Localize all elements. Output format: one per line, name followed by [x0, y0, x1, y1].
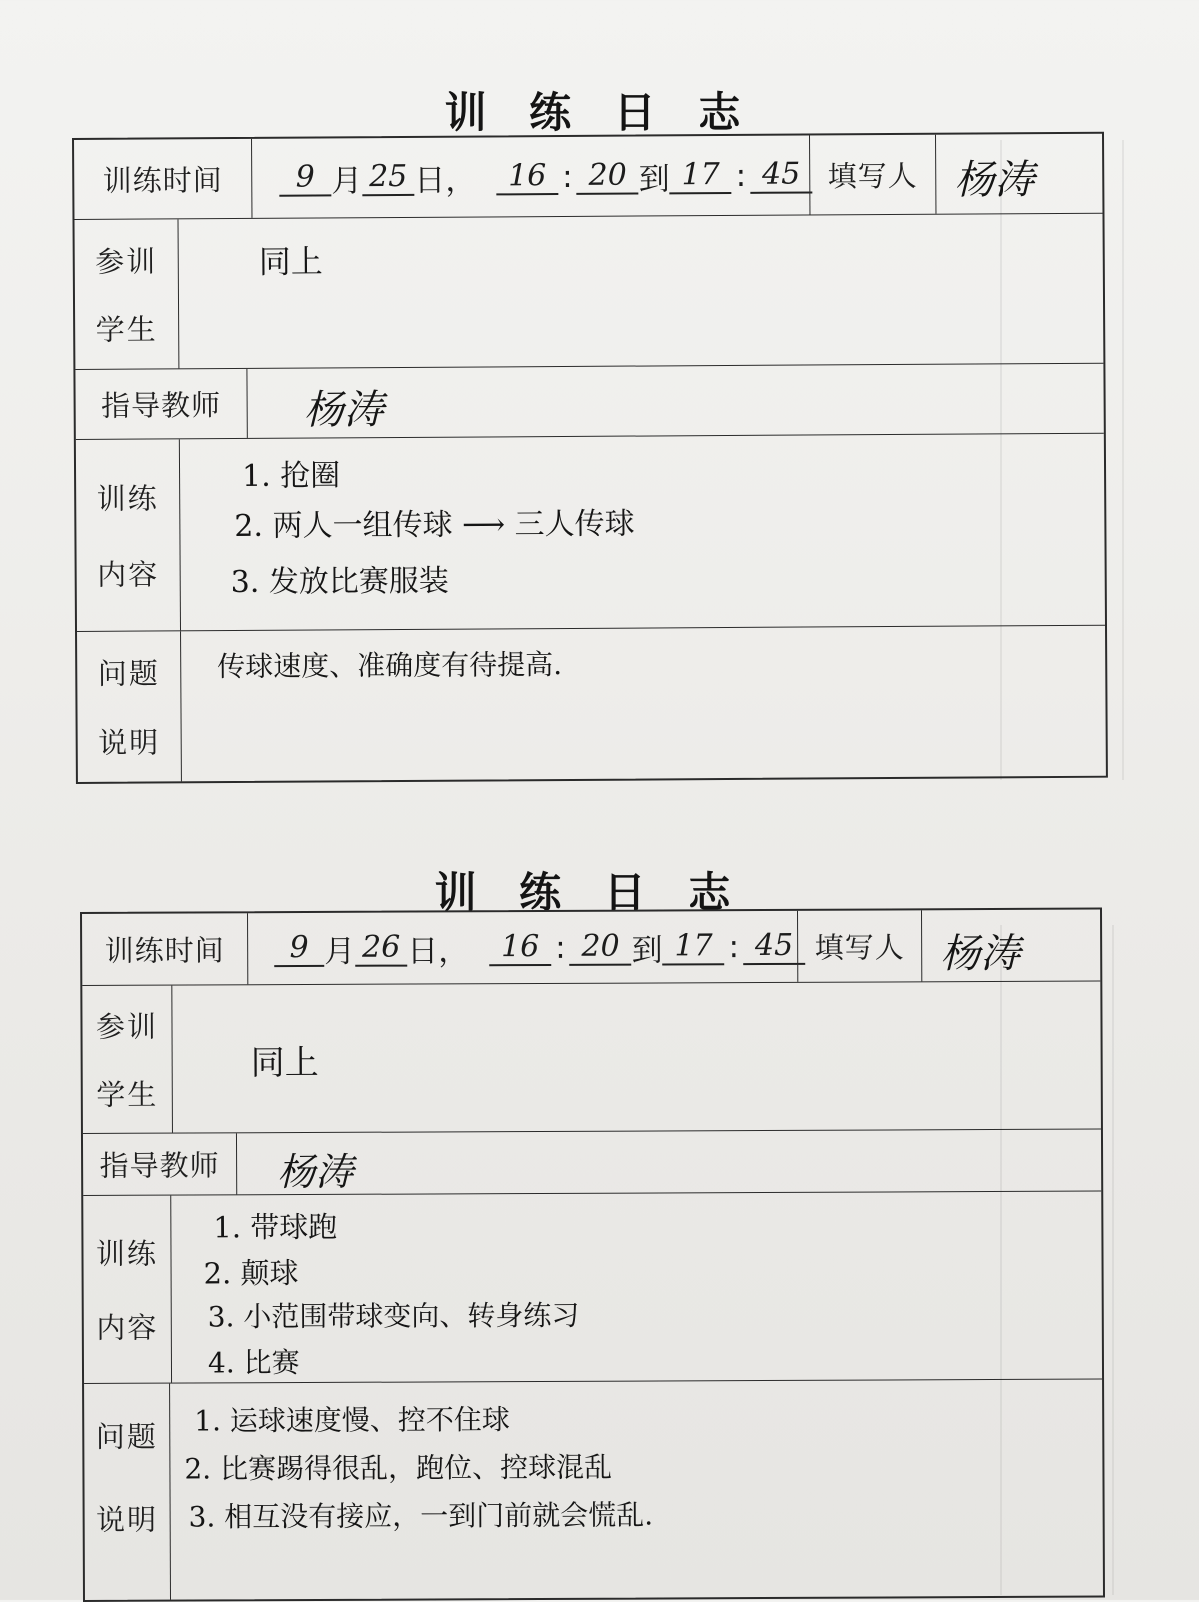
- time-label: 训练时间: [74, 139, 252, 219]
- content-row: [83, 1192, 1102, 1384]
- writer-label: 填写人: [810, 135, 936, 215]
- training-log-form-1: [72, 132, 1108, 784]
- teacher-label: 指导教师: [83, 1133, 237, 1195]
- issues-label-line1: 问题: [95, 1419, 158, 1454]
- issues-item: 1. 运球速度慢、控不住球: [194, 1403, 510, 1438]
- content-item: 3. 小范围带球变向、转身练习: [207, 1298, 580, 1334]
- content-label: [76, 439, 181, 631]
- students-row: [82, 982, 1101, 1134]
- month-unit: 月: [324, 933, 356, 970]
- issues-item: 3. 相互没有接应，一到门前就会慌乱.: [188, 1498, 654, 1534]
- students-label-line1: 参训: [95, 244, 158, 279]
- students-value: 同上: [250, 1042, 319, 1084]
- content-item: 2. 两人一组传球 ⟶ 三人传球: [234, 506, 635, 545]
- time-row: [74, 134, 1102, 220]
- start-hour: 16: [496, 159, 558, 195]
- content-item: 3. 发放比赛服装: [230, 563, 449, 601]
- training-log-form-2: [80, 908, 1105, 1602]
- time-row: [82, 910, 1100, 986]
- day-unit: 日，: [407, 933, 470, 970]
- writer-label: 填写人: [798, 910, 922, 982]
- day-value: 26: [355, 930, 407, 966]
- issues-item: 2. 比赛踢得很乱，跑位、控球混乱: [184, 1450, 613, 1486]
- start-minute: 20: [570, 929, 632, 965]
- issues-row: [84, 1380, 1103, 1600]
- teacher-row: [75, 364, 1103, 440]
- issues-row: [77, 626, 1106, 782]
- issues-item: 传球速度、准确度有待提高.: [217, 648, 563, 684]
- teacher-row: [83, 1130, 1101, 1196]
- month-value: 9: [279, 160, 331, 196]
- content-label-line1: 训练: [95, 1236, 159, 1272]
- students-label-line2: 学生: [95, 312, 158, 348]
- content-item: 1. 带球跑: [213, 1209, 338, 1245]
- teacher-value: 杨涛: [277, 1149, 354, 1195]
- day-unit: 日，: [414, 162, 477, 199]
- issues-label: [84, 1384, 171, 1600]
- students-label: [82, 986, 173, 1133]
- end-minute: 45: [743, 928, 805, 964]
- day-value: 25: [362, 159, 414, 195]
- teacher-value: 杨涛: [303, 387, 384, 434]
- colon: :: [728, 928, 740, 965]
- writer-value: 杨涛: [940, 930, 1021, 978]
- issues-label: [77, 631, 182, 782]
- teacher-label: 指导教师: [75, 369, 247, 439]
- students-label: [75, 219, 180, 369]
- time-label: 训练时间: [82, 913, 248, 985]
- content-item: 4. 比赛: [207, 1346, 300, 1380]
- students-row: [75, 214, 1104, 370]
- colon: :: [562, 158, 573, 195]
- issues-label-line2: 说明: [98, 725, 161, 760]
- start-minute: 20: [577, 158, 639, 194]
- content-row: [76, 434, 1105, 632]
- time-divider: [252, 135, 810, 217]
- log-title: 训 练 日 志: [444, 88, 755, 137]
- colon: :: [555, 929, 566, 966]
- month-value: 9: [274, 930, 324, 966]
- colon: :: [735, 157, 747, 194]
- end-minute: 45: [750, 157, 812, 193]
- content-label-line2: 内容: [96, 1310, 159, 1345]
- to-label: 到: [631, 932, 663, 969]
- students-label-line2: 学生: [96, 1077, 159, 1112]
- issues-label-line1: 问题: [97, 656, 160, 691]
- end-hour: 17: [663, 929, 725, 965]
- content-item: 2. 颠球: [203, 1256, 299, 1291]
- content-label: [83, 1196, 172, 1383]
- students-value: 同上: [258, 242, 323, 281]
- start-hour: 16: [489, 929, 551, 965]
- end-hour: 17: [670, 157, 732, 193]
- to-label: 到: [638, 161, 670, 198]
- writer-value: 杨涛: [954, 157, 1035, 204]
- content-item: 1. 抢圈: [241, 458, 341, 494]
- month-unit: 月: [331, 163, 363, 200]
- log-title: 训 练 日 志: [434, 868, 745, 917]
- content-label-line1: 训练: [96, 481, 159, 517]
- time-divider: [248, 911, 798, 984]
- issues-label-line2: 说明: [96, 1502, 159, 1537]
- content-label-line2: 内容: [97, 557, 160, 592]
- students-label-line1: 参训: [95, 1009, 159, 1045]
